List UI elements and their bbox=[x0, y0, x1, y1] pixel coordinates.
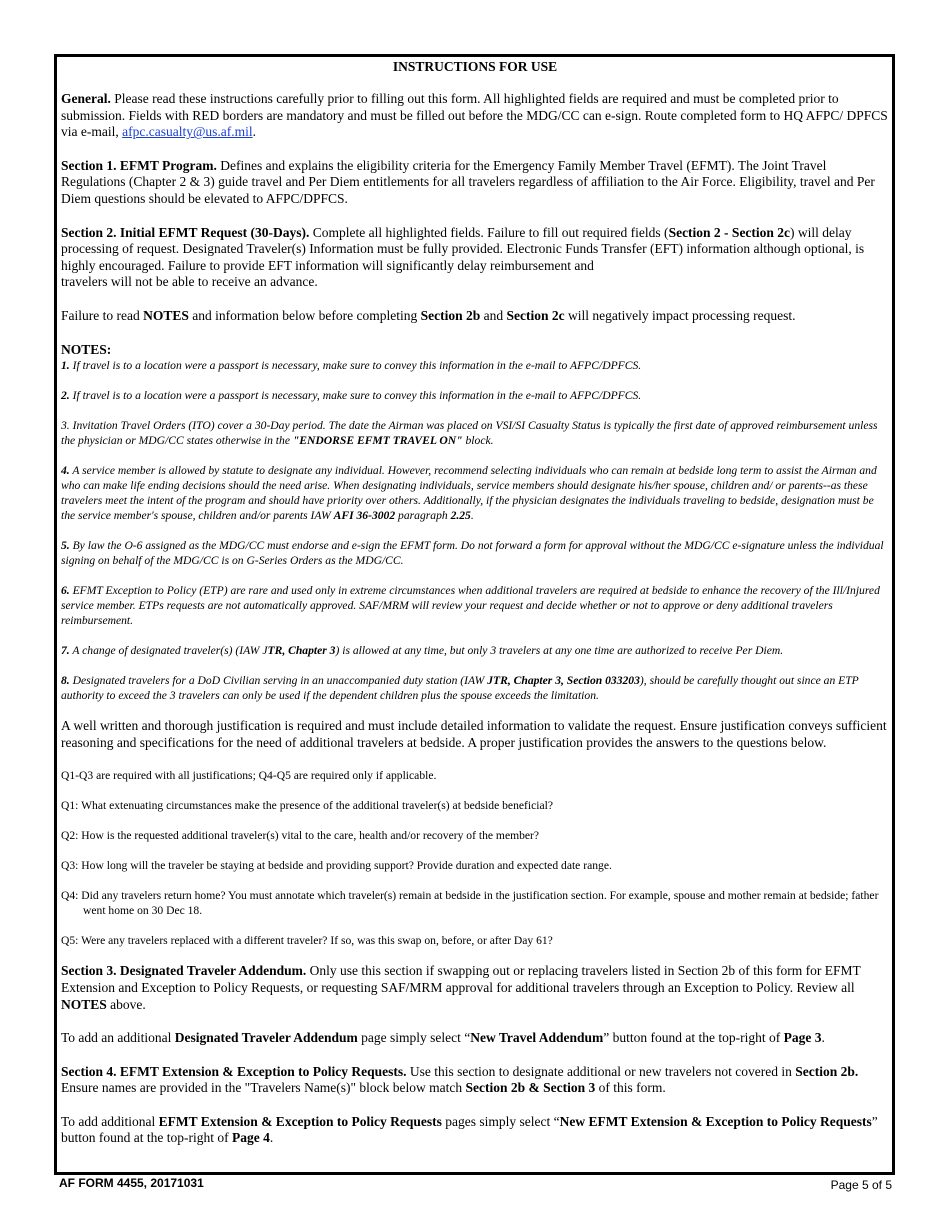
addendum-text: page simply select “ bbox=[357, 1030, 471, 1046]
section3-text-end: above. bbox=[106, 996, 146, 1012]
email-link[interactable]: afpc.casualty@us.af.mil bbox=[122, 124, 253, 140]
note-text: If travel is to a location were a passport is necessary, make sure to convey this information in the e-mail to AFPC/DPFCS. bbox=[69, 359, 642, 373]
note-text: By law the O-6 assigned as the MDG/CC must endorse and e-sign the EFMT form. Do not forward a form for approval without the MDG/CC e-signature unless the individual signing on behalf of the MDG/CC is on G-Series Orders as the MDG/CC. bbox=[61, 539, 884, 568]
question-3: Q3: How long will the traveler be staying at bedside and providing support? Provide duration and expected date range. bbox=[61, 859, 612, 873]
addendum-text: ” button found at the top-right of bbox=[603, 1030, 784, 1046]
extension-bold: EFMT Extension & Exception to Policy Requests bbox=[158, 1113, 442, 1129]
section3-bold: NOTES bbox=[61, 996, 107, 1012]
page-title: INSTRUCTIONS FOR USE bbox=[392, 59, 558, 74]
note-text: ) is allowed at any time, but only 3 travelers at any one time are authorized to receive Per Diem. bbox=[335, 644, 784, 658]
section2-paragraph bbox=[61, 225, 889, 291]
question-2: Q2: How is the requested additional traveler(s) vital to the care, health and/or recovery of the member? bbox=[61, 829, 540, 843]
failure-text: will negatively impact processing request. bbox=[564, 307, 796, 323]
note-number: 7. bbox=[61, 644, 70, 658]
note-text: If travel is to a location were a passport is necessary, make sure to convey this information in the e-mail to AFPC/DPFCS. bbox=[69, 389, 642, 403]
note-bold: AFI 36-3002 bbox=[333, 509, 396, 523]
section4-text: Use this section to designate additional or new travelers not covered in bbox=[406, 1063, 796, 1079]
note-text: EFMT Exception to Policy (ETP) are rare and used only in extreme circumstances when additional travelers are required at bedside to enhance the recovery of the Ill/Injured service member. ETPs requests are not automatically approved. SAF/MRM will review your request and decide whether or not to approve or deny additional travelers reimbursement. bbox=[61, 584, 880, 628]
section4-bold: Section 2b. bbox=[795, 1063, 859, 1079]
section4-label: Section 4. EFMT Extension & Exception to Policy Requests. bbox=[61, 1063, 407, 1079]
page-number: Page 5 of 5 bbox=[830, 1178, 892, 1192]
note-4 bbox=[61, 463, 889, 523]
note-text: Designated travelers for a DoD Civilian serving in an unaccompanied duty station (IAW bbox=[69, 674, 488, 688]
note-8 bbox=[61, 673, 889, 703]
section2-text: Complete all highlighted fields. Failure to fill out required fields ( bbox=[309, 224, 669, 240]
note-1 bbox=[61, 358, 889, 373]
general-paragraph bbox=[61, 91, 889, 141]
addendum-text: To add an additional bbox=[61, 1030, 175, 1046]
section4-bold: Section 2b & Section 3 bbox=[465, 1080, 596, 1096]
note-text: paragraph bbox=[395, 509, 451, 523]
failure-text: Failure to read bbox=[61, 307, 144, 323]
justification-paragraph: A well written and thorough justification is required and must include detailed information to validate the request. Ensure justification conveys sufficient reasoning and specifications for the need of additional travelers at bedside. A proper justification provides the answers to the questions below. bbox=[61, 718, 887, 750]
note-5 bbox=[61, 538, 889, 568]
note-text: . bbox=[470, 509, 474, 523]
extension-text: To add additional bbox=[61, 1113, 159, 1129]
failure-bold-section2b: Section 2b bbox=[420, 307, 481, 323]
extension-bold: New EFMT Extension & Exception to Policy Requests bbox=[559, 1113, 872, 1129]
extension-text: pages simply select “ bbox=[441, 1113, 560, 1129]
question-5: Q5: Were any travelers replaced with a different traveler? If so, was this swap on, before, or after Day 61? bbox=[61, 934, 553, 948]
addendum-text: . bbox=[821, 1030, 825, 1046]
general-end: . bbox=[252, 124, 256, 140]
section3-label: Section 3. Designated Traveler Addendum. bbox=[61, 963, 307, 979]
section4-text: of this form. bbox=[595, 1080, 666, 1096]
note-2 bbox=[61, 388, 889, 403]
extension-paragraph bbox=[61, 1114, 889, 1147]
note-number: 8. bbox=[61, 674, 70, 688]
note-bold: "ENDORSE EFMT TRAVEL ON" bbox=[292, 434, 463, 448]
note-bold: 2.25 bbox=[450, 509, 471, 523]
extension-bold: Page 4 bbox=[231, 1130, 270, 1146]
addendum-bold: Designated Traveler Addendum bbox=[174, 1030, 358, 1046]
note-text: block. bbox=[462, 434, 494, 448]
failure-paragraph bbox=[61, 308, 889, 325]
note-7 bbox=[61, 643, 889, 658]
addendum-paragraph bbox=[61, 1030, 889, 1047]
note-text: 3. Invitation Travel Orders (ITO) cover a 30-Day period. The date the Airman was placed on VSI/SI Casualty Status is typically the first date of approved reimbursement unless the physician or MDG/CC states otherwise in the bbox=[61, 419, 878, 448]
note-number: 4. bbox=[61, 464, 70, 478]
instructions-content bbox=[61, 58, 889, 1164]
section2-text-continued: ) will delay processing of request. Designated Traveler(s) Information must be fully provided. Electronic Funds Transfer (EFT) information although optional, is highly encouraged. Failure to provide EFT information will significantly delay reimbursement and bbox=[61, 224, 865, 273]
section4-text: Ensure names are provided in the "Travelers Name(s)" block below match bbox=[61, 1080, 466, 1096]
extension-text: . bbox=[269, 1130, 274, 1146]
failure-bold-notes: NOTES bbox=[143, 307, 189, 323]
note-text: A service member is allowed by statute to designate any individual. However, recommend selecting individuals who can remain at bedside long term to assist the Airman and who can make life ending decisions should the need arise. When designating individuals, service members should designate his/her spouse, children and/ or parents--as these travelers meet the intent of the program and should have priority over others. Additionally, if the physician designates the individuals traveling to bedside, designation must be the service member's spouse, children and/or parents IAW bbox=[61, 464, 877, 523]
failure-text: and bbox=[480, 307, 507, 323]
section3-paragraph bbox=[61, 963, 889, 1013]
question-1: Q1: What extenuating circumstances make the presence of the additional traveler(s) at bedside beneficial? bbox=[61, 799, 553, 813]
section3-text: Only use this section if swapping out or replacing travelers listed in Section 2b of this form for EFMT Extension and Exception to Policy Requests, or requesting SAF/MRM approval for additional travelers through an Exception to Policy. Review all bbox=[61, 963, 861, 995]
section4-paragraph bbox=[61, 1064, 889, 1097]
section1-paragraph bbox=[61, 158, 889, 208]
note-text: A change of designated traveler(s) (IAW J bbox=[69, 644, 268, 658]
addendum-bold: Page 3 bbox=[783, 1030, 822, 1046]
question-4: Q4: Did any travelers return home? You must annotate which traveler(s) remain at bedside in the justification section. For example, spouse and mother remain at bedside; father went home on 30 Dec 18. bbox=[61, 889, 879, 918]
note-6 bbox=[61, 583, 889, 628]
note-number: 2. bbox=[61, 389, 70, 403]
note-3 bbox=[61, 418, 889, 448]
failure-bold-section2c: Section 2c bbox=[506, 307, 565, 323]
section2-bold: Section 2 - Section 2c bbox=[668, 224, 791, 240]
addendum-bold: New Travel Addendum bbox=[470, 1030, 604, 1046]
section1-label: Section 1. EFMT Program. bbox=[61, 157, 217, 173]
section1-text: Defines and explains the eligibility criteria for the Emergency Family Member Travel (EFMT). The Joint Travel Regulations (Chapter 2 & 3) guide travel and Per Diem entitlements for all travelers regardless of affiliation to the Air Force. Eligibility, travel and Per Diem questions should be elevated to AFPC/DPFCS. bbox=[61, 157, 875, 206]
section2-label: Section 2. Initial EFMT Request (30-Days). bbox=[61, 224, 310, 240]
section2-text-end: travelers will not be able to receive an advance. bbox=[61, 274, 318, 290]
note-bold: JTR, Chapter 3, Section 033203 bbox=[487, 674, 640, 688]
questions-intro: Q1-Q3 are required with all justifications; Q4-Q5 are required only if applicable. bbox=[61, 769, 437, 783]
general-label: General. bbox=[61, 91, 111, 106]
note-number: 5. bbox=[61, 539, 70, 553]
note-number: 1. bbox=[61, 359, 70, 373]
general-text: Please read these instructions carefully prior to filling out this form. All highlighted fields are required and must be completed prior to submission. Fields with RED borders are mandatory and must be filled out before the MDG/CC can e-sign. Route completed form to HQ AFPC/ DPFCS via e-mail, bbox=[61, 91, 888, 140]
notes-heading: NOTES: bbox=[61, 341, 112, 357]
note-text: ), should be carefully thought out since an ETP authority to exceed the 3 travelers can only be used if the dependent children plus the spouse exceeds the limitation. bbox=[61, 674, 859, 703]
extension-text: ” button found at the top-right of bbox=[61, 1113, 878, 1146]
note-number: 6. bbox=[61, 584, 70, 598]
note-bold: TR, Chapter 3 bbox=[267, 644, 336, 658]
failure-text: and information below before completing bbox=[188, 307, 421, 323]
form-identifier: AF FORM 4455, 20171031 bbox=[59, 1176, 204, 1190]
